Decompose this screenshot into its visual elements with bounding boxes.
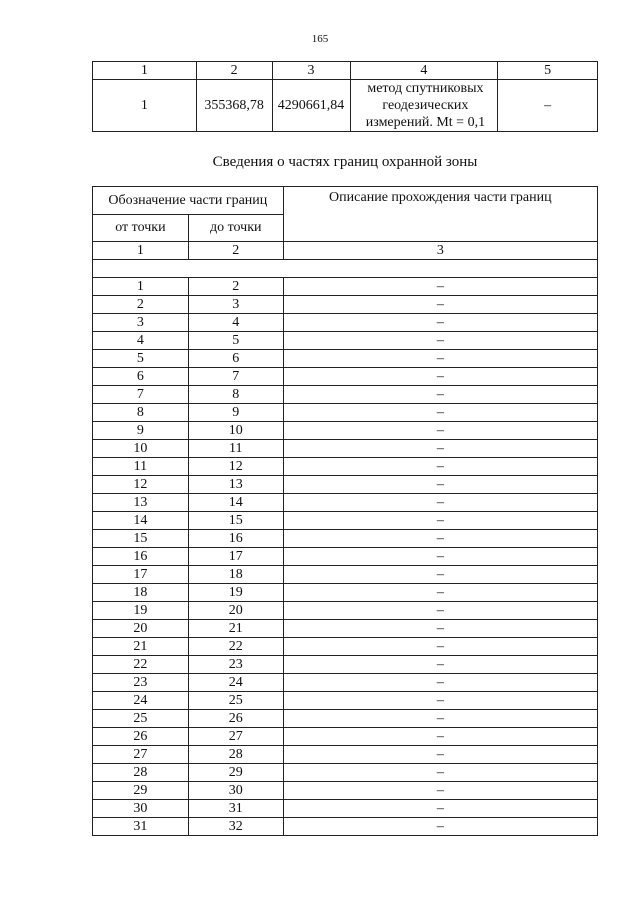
point-description: – (498, 80, 598, 132)
from-point-cell: 17 (93, 566, 189, 584)
table-row (93, 314, 598, 332)
coordinates-header-cell: 1 (93, 62, 197, 80)
to-point-cell: 25 (188, 692, 283, 710)
table-row (93, 566, 598, 584)
coordinates-header-cell: 2 (196, 62, 272, 80)
from-point-cell: 10 (93, 440, 189, 458)
coordinates-table (92, 61, 598, 132)
to-point-cell: 20 (188, 602, 283, 620)
from-point-cell: 27 (93, 746, 189, 764)
from-point-cell: 7 (93, 386, 189, 404)
header-row-top (93, 187, 598, 215)
description-cell: – (283, 278, 597, 296)
to-point-cell: 9 (188, 404, 283, 422)
to-point-cell: 19 (188, 584, 283, 602)
section-title: Сведения о частях границ охранной зоны (212, 154, 478, 170)
description-cell: – (283, 512, 597, 530)
page-number: 165 (311, 33, 329, 45)
from-point-cell: 28 (93, 764, 189, 782)
description-cell: – (283, 782, 597, 800)
table-row (93, 818, 598, 836)
from-point-cell: 12 (93, 476, 189, 494)
description-cell: – (283, 494, 597, 512)
to-point-cell: 6 (188, 350, 283, 368)
description-cell: – (283, 422, 597, 440)
table-row (93, 494, 598, 512)
to-point-cell: 21 (188, 620, 283, 638)
description-cell: – (283, 296, 597, 314)
description-cell: – (283, 548, 597, 566)
table-row (93, 512, 598, 530)
header-from-cell: от точки (93, 215, 189, 242)
description-cell: – (283, 746, 597, 764)
to-point-cell: 22 (188, 638, 283, 656)
column-number-cell: 3 (283, 242, 597, 260)
column-number-cell: 1 (93, 242, 189, 260)
description-cell: – (283, 314, 597, 332)
table-row (93, 404, 598, 422)
to-point-cell: 13 (188, 476, 283, 494)
from-point-cell: 4 (93, 332, 189, 350)
table-row (93, 692, 598, 710)
table-row (93, 620, 598, 638)
to-point-cell: 18 (188, 566, 283, 584)
to-point-cell: 24 (188, 674, 283, 692)
from-point-cell: 30 (93, 800, 189, 818)
to-point-cell: 4 (188, 314, 283, 332)
table-row (93, 602, 598, 620)
from-point-cell: 20 (93, 620, 189, 638)
description-cell: – (283, 818, 597, 836)
method-line: метод спутниковых (367, 81, 484, 96)
from-point-cell: 3 (93, 314, 189, 332)
table-row (93, 386, 598, 404)
to-point-cell: 11 (188, 440, 283, 458)
from-point-cell: 25 (93, 710, 189, 728)
from-point-cell: 19 (93, 602, 189, 620)
from-point-cell: 8 (93, 404, 189, 422)
from-point-cell: 13 (93, 494, 189, 512)
to-point-cell: 31 (188, 800, 283, 818)
method-line: измерений. Mt = 0,1 (365, 115, 486, 130)
from-point-cell: 2 (93, 296, 189, 314)
column-number-cell: 2 (188, 242, 283, 260)
coordinates-header-cell: 4 (350, 62, 498, 80)
table-row (93, 782, 598, 800)
from-point-cell: 31 (93, 818, 189, 836)
to-point-cell: 14 (188, 494, 283, 512)
from-point-cell: 5 (93, 350, 189, 368)
table-row (93, 458, 598, 476)
description-cell: – (283, 800, 597, 818)
description-cell: – (283, 692, 597, 710)
from-point-cell: 29 (93, 782, 189, 800)
description-cell: – (283, 332, 597, 350)
table-row (93, 368, 598, 386)
table-row (93, 638, 598, 656)
empty-row (93, 260, 598, 278)
from-point-cell: 14 (93, 512, 189, 530)
from-point-cell: 9 (93, 422, 189, 440)
header-to-cell: до точки (188, 215, 283, 242)
table-row (93, 530, 598, 548)
boundary-parts-table (92, 186, 598, 836)
from-point-cell: 18 (93, 584, 189, 602)
to-point-cell: 28 (188, 746, 283, 764)
description-cell: – (283, 710, 597, 728)
from-point-cell: 23 (93, 674, 189, 692)
description-cell: – (283, 386, 597, 404)
to-point-cell: 2 (188, 278, 283, 296)
header-description-cell: Описание прохождения части границ (283, 187, 597, 242)
description-cell: – (283, 404, 597, 422)
from-point-cell: 21 (93, 638, 189, 656)
to-point-cell: 27 (188, 728, 283, 746)
to-point-cell: 15 (188, 512, 283, 530)
description-cell: – (283, 458, 597, 476)
table-row (93, 548, 598, 566)
to-point-cell: 26 (188, 710, 283, 728)
to-point-cell: 5 (188, 332, 283, 350)
table-row (93, 584, 598, 602)
column-number-row (93, 242, 598, 260)
from-point-cell: 15 (93, 530, 189, 548)
from-point-cell: 24 (93, 692, 189, 710)
description-cell: – (283, 350, 597, 368)
coordinates-header-cell: 3 (272, 62, 350, 80)
from-point-cell: 1 (93, 278, 189, 296)
method-line: геодезических (382, 98, 469, 113)
determination-method (350, 80, 498, 132)
empty-cell (93, 260, 598, 278)
from-point-cell: 6 (93, 368, 189, 386)
table-row (93, 332, 598, 350)
description-cell: – (283, 602, 597, 620)
from-point-cell: 22 (93, 656, 189, 674)
description-cell: – (283, 476, 597, 494)
table-row (93, 710, 598, 728)
to-point-cell: 23 (188, 656, 283, 674)
description-cell: – (283, 656, 597, 674)
table-row (93, 764, 598, 782)
to-point-cell: 16 (188, 530, 283, 548)
coordinate-x: 355368,78 (196, 80, 272, 132)
to-point-cell: 8 (188, 386, 283, 404)
description-cell: – (283, 584, 597, 602)
to-point-cell: 30 (188, 782, 283, 800)
table-row (93, 656, 598, 674)
table-row (93, 476, 598, 494)
table-row (93, 296, 598, 314)
table-row (93, 422, 598, 440)
table-row (93, 278, 598, 296)
table-row (93, 746, 598, 764)
to-point-cell: 32 (188, 818, 283, 836)
description-cell: – (283, 764, 597, 782)
table-row (93, 350, 598, 368)
description-cell: – (283, 530, 597, 548)
table-row (93, 674, 598, 692)
coordinate-y: 4290661,84 (272, 80, 350, 132)
from-point-cell: 16 (93, 548, 189, 566)
description-cell: – (283, 368, 597, 386)
description-cell: – (283, 638, 597, 656)
to-point-cell: 3 (188, 296, 283, 314)
table-row (93, 440, 598, 458)
description-cell: – (283, 566, 597, 584)
header-group-cell: Обозначение части границ (93, 187, 284, 215)
coordinates-header-cell: 5 (498, 62, 598, 80)
coordinates-row (93, 80, 598, 132)
description-cell: – (283, 674, 597, 692)
description-cell: – (283, 620, 597, 638)
point-number: 1 (93, 80, 197, 132)
description-cell: – (283, 728, 597, 746)
table-row (93, 728, 598, 746)
to-point-cell: 17 (188, 548, 283, 566)
to-point-cell: 10 (188, 422, 283, 440)
coordinates-header-row (93, 62, 598, 80)
to-point-cell: 29 (188, 764, 283, 782)
from-point-cell: 26 (93, 728, 189, 746)
to-point-cell: 7 (188, 368, 283, 386)
table-row (93, 800, 598, 818)
from-point-cell: 11 (93, 458, 189, 476)
description-cell: – (283, 440, 597, 458)
to-point-cell: 12 (188, 458, 283, 476)
